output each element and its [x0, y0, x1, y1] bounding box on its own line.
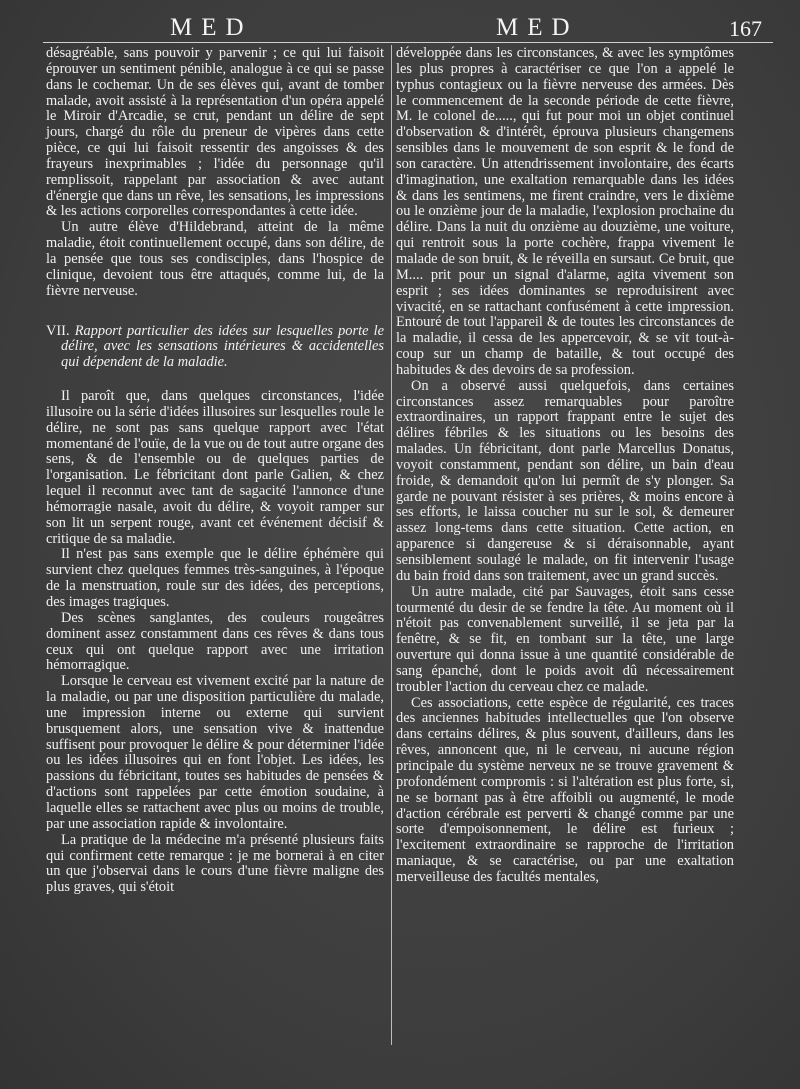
paragraph: Des scènes sanglantes, des couleurs rougeâtres dominent assez constamment dans ces rêves & dans tous ceux qui ont quelque rapport avec une irritation hémorragique. [46, 609, 384, 674]
paragraph: Il n'est pas sans exemple que le délire éphémère qui survient chez quelques femmes très-sanguines, à l'époque de la menstruation, roule sur des idées, des perceptions, des images tragiques. [46, 546, 384, 610]
section-title: Rapport particulier des idées sur lesquelles porte le délire, avec les sensations intérieures & accidentelles qui dépendent de la maladie. [61, 322, 384, 371]
column-divider [391, 45, 392, 1045]
paragraph: Un autre élève d'Hildebrand, atteint de la même maladie, étoit continuellement occupé, dans son délire, de la pensée que tous ses condisciples, dans l'hospice de clinique, devoient tous être attaqués, comme lui, de la fièvre nerveuse. [46, 219, 384, 299]
paragraph: développée dans les circonstances, & avec les symptômes les plus propres à caractériser ce que l'on a appelé le typhus contagieux ou la fièvre nerveuse des armées. Dès le commencement de la seconde période de cette fièvre, M. le colonel de....., qui fut pour moi un objet continuel d'observation & d'intérêt, éprouva plusieurs changemens sensibles dans le mouvement de son esprit & le fond de son caractère. Un attendrissement involontaire, des écarts d'imagination, une exaltation remarquable dans les idées & dans les sentimens, me firent craindre, vers le dixième ou le onzième jour de la maladie, l'explosion prochaine du délire. Dans la nuit du onzième au douzième, une voiture, qui rentroit sous la porte cochère, frappa vivement le malade de son bruit, & le réveilla en sursaut. Ce bruit, que M.... prit pour un signal d'alarme, agita vivement son esprit ; ses idées dominantes se reproduisirent avec vivacité, en se rattachant confusément à cette impression. Entouré de tout l'appareil & de toutes les circonstances de la maladie, il cessa de les appercevoir, & se vit tout-à-coup sur un champ de bataille, & tout occupé des habitudes & des devoirs de sa profession. [396, 45, 734, 378]
paragraph: Un autre malade, cité par Sauvages, étoit sans cesse tourmenté du desir de se fendre la tête. Au moment où il n'étoit pas convenablement surveillé, il se jeta par la fenêtre, & se fit, en tombant sur la tête, une large ouverture qui donna issue à une quantité considérable de sang épanché, dont le poids avoit dû nécessairement troubler l'action du cerveau chez ce malade. [396, 583, 734, 695]
header-rule [43, 42, 773, 43]
paragraph: La pratique de la médecine m'a présenté plusieurs faits qui confirment cette remarque : je me bornerai à en citer un que j'observai dans le cours d'une fièvre maligne des plus graves, qui s'étoit [46, 831, 384, 896]
page-header [0, 10, 800, 42]
paragraph: On a observé aussi quelquefois, dans certaines circonstances assez remarquables pour paroître extraordinaires, un rapport frappant entre le sujet des délires fébriles & les situations ou les besoins des malades. Un fébricitant, dont parle Marcellus Donatus, voyoit constamment, pendant son délire, un bain d'eau froide, & demandoit qu'on lui permît de s'y plonger. Sa garde ne pouvant résister à ses prières, & moins encore à ses efforts, le laissa coucher nu sur le sol, & demeurer assez long-tems dans cette situation. Cette action, en apparence si dangereuse & si déraisonnable, ayant sensiblement soulagé le malade, on fit intervenir l'usage du bain froid dans son traitement, avec un grand succès. [396, 377, 734, 584]
running-head-left: MED [170, 14, 253, 41]
paragraph: désagréable, sans pouvoir y parvenir ; ce qui lui faisoit éprouver un sentiment pénible, analogue à ce qui se passe dans le cochemar. Un de ses élèves qui, avant de tomber malade, avoit assisté à la représentation d'un opéra appelé le Miroir d'Arcadie, se crut, pendant un délire de sept jours, chargé du rôle du preneur de vipères dans cette pièce, ce qui lui faisoit ressentir des angoisses & des frayeurs inexprimables ; l'idée du personnage qu'il remplissoit, rappelant par association & avec autant d'énergie que dans un rêve, les sensations, les impressions & les actions corporelles correspondantes à cette idée. [46, 45, 384, 220]
section-heading [46, 324, 384, 372]
section-number: VII. [46, 322, 70, 339]
right-column [396, 46, 734, 886]
left-column [46, 46, 384, 896]
paragraph: Ces associations, cette espèce de régularité, ces traces des anciennes habitudes intellectuelles que l'on observe dans certains délires, & plus souvent, d'ailleurs, dans les rêves, annoncent que, ni le cerveau, ni aucune région principale du système nerveux ne se trouve gravement & profondément compromis : si l'altération est plus forte, si, ne se bornant pas à être affoibli ou augmenté, le mode d'action cérébrale est perverti & changé comme par une sorte d'empoisonnement, le délire est furieux ; l'excitement extraordinaire se rapproche de l'irritation maniaque, & se caractérise, ou par une exaltation merveilleuse des facultés mentales, [396, 694, 734, 885]
running-head-right: MED [496, 14, 579, 41]
page-number: 167 [729, 16, 762, 41]
paragraph: Il paroît que, dans quelques circonstances, l'idée illusoire ou la série d'idées illusoires sur lesquelles roule le délire, ne sont pas sans quelque rapport avec l'état momentané de l'ouïe, de la vue ou de tout autre organe des sens, & de l'ensemble ou de quelques parties de l'organisation. Le fébricitant dont parle Galien, & chez lequel il reconnut avec tant de sagacité l'annonce d'une hémorragie nasale, avoit du délire, & voyoit ramper sur son lit un serpent rouge, avant cet événement décisif & critique de sa maladie. [46, 388, 384, 547]
paragraph: Lorsque le cerveau est vivement excité par la nature de la maladie, ou par une disposition particulière du malade, une impression interne ou externe qui survient brusquement alors, une sensation vive & inattendue suffisent pour provoquer le délire & pour déterminer l'idée ou les idées illusoires qui en font l'objet. Les idées, les passions du fébricitant, toutes ses habitudes de pensées & d'actions sont rappelées par cette émotion soudaine, à laquelle elles se rattachent avec plus ou moins de trouble, par une association rapide & involontaire. [46, 673, 384, 832]
